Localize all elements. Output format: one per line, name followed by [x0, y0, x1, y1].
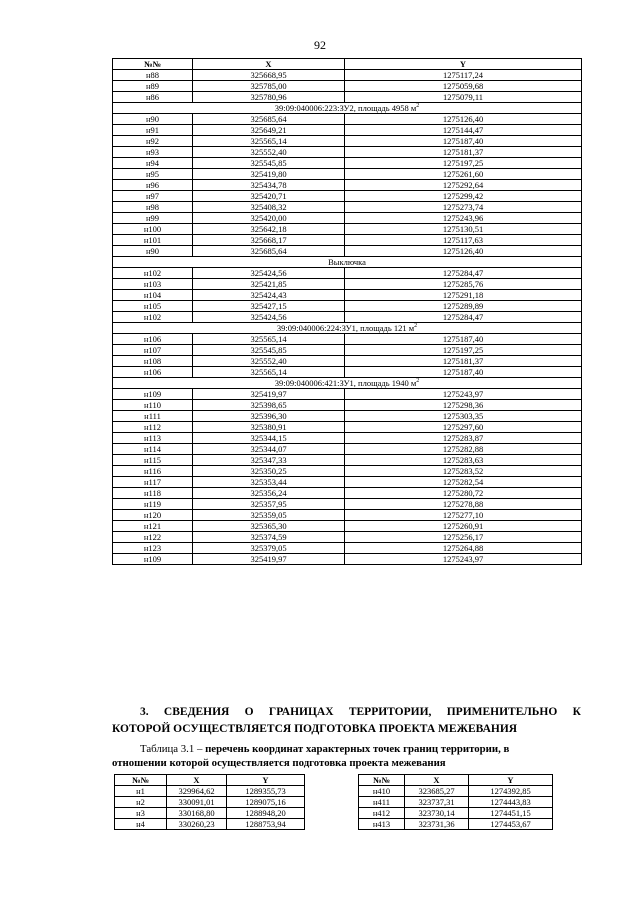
- table-row: [113, 125, 582, 136]
- y-cell: 1275261,60: [345, 169, 582, 180]
- x-cell: 325357,95: [193, 499, 345, 510]
- table-row: [113, 279, 582, 290]
- x-cell: 325421,85: [193, 279, 345, 290]
- point-id-cell: н112: [113, 422, 193, 433]
- x-cell: 330260,23: [167, 819, 227, 830]
- y-cell: 1275283,63: [345, 455, 582, 466]
- header-x: X: [405, 775, 469, 786]
- table-row: [113, 235, 582, 246]
- point-id-cell: н114: [113, 444, 193, 455]
- point-id-cell: н115: [113, 455, 193, 466]
- table-row: [113, 213, 582, 224]
- x-cell: 325545,85: [193, 158, 345, 169]
- y-cell: 1275282,88: [345, 444, 582, 455]
- x-cell: 325565,14: [193, 334, 345, 345]
- point-id-cell: н104: [113, 290, 193, 301]
- table-row: [113, 367, 582, 378]
- y-cell: 1275079,11: [345, 92, 582, 103]
- x-cell: 325642,18: [193, 224, 345, 235]
- heading-word: ПРИМЕНИТЕЛЬНО: [446, 706, 558, 718]
- table-row: [113, 345, 582, 356]
- table-row: [113, 268, 582, 279]
- table-row: [115, 808, 305, 819]
- page-number: 92: [314, 38, 326, 52]
- y-cell: 1274453,67: [469, 819, 553, 830]
- section-label: 39:09:040006:223:ЗУ2, площадь 4958 $м^2$: [113, 103, 582, 114]
- point-id-cell: н3: [115, 808, 167, 819]
- table-row: [113, 466, 582, 477]
- x-cell: 325344,07: [193, 444, 345, 455]
- y-cell: 1274443,83: [469, 797, 553, 808]
- table-row: [113, 147, 582, 158]
- table-row: [113, 70, 582, 81]
- table-row: [113, 389, 582, 400]
- x-cell: 325685,64: [193, 246, 345, 257]
- x-cell: 325668,17: [193, 235, 345, 246]
- section-label: 39:09:040006:421:ЗУ1, площадь 1940 $м^2$: [113, 378, 582, 389]
- y-cell: 1275280,72: [345, 488, 582, 499]
- x-cell: 325552,40: [193, 356, 345, 367]
- y-cell: 1275291,18: [345, 290, 582, 301]
- table-row: [113, 356, 582, 367]
- x-cell: 325565,14: [193, 136, 345, 147]
- section-label: 39:09:040006:224:ЗУ1, площадь 121 $м^2$: [113, 323, 582, 334]
- x-cell: 325424,56: [193, 268, 345, 279]
- table-row: [113, 455, 582, 466]
- header-number: №№: [113, 59, 193, 70]
- table-row: [113, 246, 582, 257]
- y-cell: 1275243,96: [345, 213, 582, 224]
- table-row: [359, 819, 553, 830]
- section-heading-line2: КОТОРОЙ ОСУЩЕСТВЛЯЕТСЯ ПОДГОТОВКА ПРОЕКТА МЕЖЕВАНИЯ: [112, 723, 518, 735]
- x-cell: 330091,01: [167, 797, 227, 808]
- table-row: [113, 158, 582, 169]
- y-cell: 1275117,24: [345, 70, 582, 81]
- x-cell: 325434,78: [193, 180, 345, 191]
- table-row: [113, 499, 582, 510]
- y-cell: 1275278,88: [345, 499, 582, 510]
- x-cell: 325359,05: [193, 510, 345, 521]
- table-row: [113, 411, 582, 422]
- point-id-cell: н102: [113, 268, 193, 279]
- y-cell: 1275273,74: [345, 202, 582, 213]
- point-id-cell: н101: [113, 235, 193, 246]
- table-row: [113, 433, 582, 444]
- x-cell: 330168,80: [167, 808, 227, 819]
- table-row: [115, 797, 305, 808]
- x-cell: 323730,14: [405, 808, 469, 819]
- coordinates-table: [112, 58, 582, 565]
- point-id-cell: н103: [113, 279, 193, 290]
- y-cell: 1275283,52: [345, 466, 582, 477]
- y-cell: 1275181,37: [345, 356, 582, 367]
- heading-word: СВЕДЕНИЯ: [163, 706, 230, 718]
- point-id-cell: н98: [113, 202, 193, 213]
- y-cell: 1275256,17: [345, 532, 582, 543]
- point-id-cell: н111: [113, 411, 193, 422]
- table-row: [113, 444, 582, 455]
- y-cell: 1275260,91: [345, 521, 582, 532]
- x-cell: 325685,64: [193, 114, 345, 125]
- point-id-cell: н120: [113, 510, 193, 521]
- header-y: Y: [345, 59, 582, 70]
- table-row: [113, 521, 582, 532]
- point-id-cell: н96: [113, 180, 193, 191]
- point-id-cell: н110: [113, 400, 193, 411]
- y-cell: 1275197,25: [345, 158, 582, 169]
- point-id-cell: н123: [113, 543, 193, 554]
- section-heading: [112, 704, 581, 738]
- point-id-cell: н113: [113, 433, 193, 444]
- table-row: [113, 290, 582, 301]
- table-row: [113, 312, 582, 323]
- point-id-cell: н95: [113, 169, 193, 180]
- section-row: [113, 103, 582, 114]
- y-cell: 1288753,94: [227, 819, 305, 830]
- point-id-cell: н92: [113, 136, 193, 147]
- y-cell: 1275284,47: [345, 312, 582, 323]
- table-header-row: [113, 59, 582, 70]
- point-id-cell: н94: [113, 158, 193, 169]
- table-row: [113, 191, 582, 202]
- point-id-cell: н411: [359, 797, 405, 808]
- x-cell: 325419,97: [193, 554, 345, 565]
- x-cell: 325380,91: [193, 422, 345, 433]
- table-row: [113, 554, 582, 565]
- point-id-cell: н107: [113, 345, 193, 356]
- table-row: [359, 786, 553, 797]
- y-cell: 1275297,60: [345, 422, 582, 433]
- y-cell: 1274451,15: [469, 808, 553, 819]
- x-cell: 329964,62: [167, 786, 227, 797]
- point-id-cell: н93: [113, 147, 193, 158]
- point-id-cell: н100: [113, 224, 193, 235]
- table-row: [113, 510, 582, 521]
- x-cell: 325552,40: [193, 147, 345, 158]
- x-cell: 325356,24: [193, 488, 345, 499]
- heading-word: К: [572, 706, 581, 718]
- table-row: [359, 808, 553, 819]
- table-row: [113, 400, 582, 411]
- x-cell: 325424,56: [193, 312, 345, 323]
- x-cell: 325344,15: [193, 433, 345, 444]
- heading-word: 3.: [140, 706, 149, 718]
- table-header-row: [115, 775, 305, 786]
- x-cell: 323685,27: [405, 786, 469, 797]
- table-row: [113, 488, 582, 499]
- y-cell: 1275289,89: [345, 301, 582, 312]
- point-id-cell: н91: [113, 125, 193, 136]
- header-x: X: [193, 59, 345, 70]
- y-cell: 1275303,35: [345, 411, 582, 422]
- table-row: [115, 819, 305, 830]
- point-id-cell: н117: [113, 477, 193, 488]
- table-row: [113, 477, 582, 488]
- x-cell: 325365,30: [193, 521, 345, 532]
- x-cell: 325419,80: [193, 169, 345, 180]
- table-row: [115, 786, 305, 797]
- y-cell: 1274392,85: [469, 786, 553, 797]
- y-cell: 1275197,25: [345, 345, 582, 356]
- heading-word: ТЕРРИТОРИИ,: [348, 706, 432, 718]
- point-id-cell: н108: [113, 356, 193, 367]
- header-number: №№: [359, 775, 405, 786]
- section-row: [113, 378, 582, 389]
- header-x: X: [167, 775, 227, 786]
- y-cell: 1275292,64: [345, 180, 582, 191]
- table-row: [113, 301, 582, 312]
- table-row: [113, 202, 582, 213]
- point-id-cell: н86: [113, 92, 193, 103]
- header-y: Y: [469, 775, 553, 786]
- point-id-cell: н106: [113, 367, 193, 378]
- point-id-cell: н2: [115, 797, 167, 808]
- y-cell: 1275298,36: [345, 400, 582, 411]
- x-cell: 325398,65: [193, 400, 345, 411]
- table-row: [113, 543, 582, 554]
- y-cell: 1275117,63: [345, 235, 582, 246]
- table-row: [113, 92, 582, 103]
- table-row: [359, 797, 553, 808]
- y-cell: 1275283,87: [345, 433, 582, 444]
- section-row: [113, 323, 582, 334]
- x-cell: 325420,71: [193, 191, 345, 202]
- x-cell: 325785,00: [193, 81, 345, 92]
- caption-bold-line1: перечень координат характерных точек границ территории, в: [205, 743, 510, 755]
- x-cell: 325396,30: [193, 411, 345, 422]
- y-cell: 1289075,16: [227, 797, 305, 808]
- section-label: Выключка: [113, 257, 582, 268]
- y-cell: 1275284,47: [345, 268, 582, 279]
- point-id-cell: н109: [113, 389, 193, 400]
- point-id-cell: н413: [359, 819, 405, 830]
- boundary-table-left: [114, 774, 305, 830]
- heading-word: ГРАНИЦАХ: [268, 706, 334, 718]
- y-cell: 1275264,88: [345, 543, 582, 554]
- x-cell: 325424,43: [193, 290, 345, 301]
- x-cell: 325427,15: [193, 301, 345, 312]
- y-cell: 1275059,68: [345, 81, 582, 92]
- y-cell: 1275187,40: [345, 136, 582, 147]
- x-cell: 325780,96: [193, 92, 345, 103]
- y-cell: 1275187,40: [345, 367, 582, 378]
- x-cell: 323737,31: [405, 797, 469, 808]
- point-id-cell: н90: [113, 114, 193, 125]
- x-cell: 325379,05: [193, 543, 345, 554]
- point-id-cell: н122: [113, 532, 193, 543]
- y-cell: 1275130,51: [345, 224, 582, 235]
- x-cell: 325649,21: [193, 125, 345, 136]
- x-cell: 325350,25: [193, 466, 345, 477]
- point-id-cell: н4: [115, 819, 167, 830]
- y-cell: 1275243,97: [345, 389, 582, 400]
- x-cell: 325353,44: [193, 477, 345, 488]
- x-cell: 325347,33: [193, 455, 345, 466]
- point-id-cell: н109: [113, 554, 193, 565]
- x-cell: 325408,32: [193, 202, 345, 213]
- caption-prefix: Таблица 3.1 –: [140, 743, 206, 755]
- point-id-cell: н118: [113, 488, 193, 499]
- x-cell: 323731,36: [405, 819, 469, 830]
- point-id-cell: н1: [115, 786, 167, 797]
- y-cell: 1275282,54: [345, 477, 582, 488]
- point-id-cell: н106: [113, 334, 193, 345]
- table-row: [113, 532, 582, 543]
- table-row: [113, 334, 582, 345]
- y-cell: 1275285,76: [345, 279, 582, 290]
- table-row: [113, 81, 582, 92]
- header-number: №№: [115, 775, 167, 786]
- x-cell: 325374,59: [193, 532, 345, 543]
- table-row: [113, 169, 582, 180]
- table-row: [113, 136, 582, 147]
- y-cell: 1289355,73: [227, 786, 305, 797]
- boundary-table-right: [358, 774, 553, 830]
- table-row: [113, 224, 582, 235]
- point-id-cell: н412: [359, 808, 405, 819]
- table-row: [113, 114, 582, 125]
- y-cell: 1275181,37: [345, 147, 582, 158]
- y-cell: 1275187,40: [345, 334, 582, 345]
- point-id-cell: н88: [113, 70, 193, 81]
- point-id-cell: н105: [113, 301, 193, 312]
- y-cell: 1288948,20: [227, 808, 305, 819]
- table-header-row: [359, 775, 553, 786]
- header-y: Y: [227, 775, 305, 786]
- y-cell: 1275144,47: [345, 125, 582, 136]
- point-id-cell: н410: [359, 786, 405, 797]
- x-cell: 325419,97: [193, 389, 345, 400]
- y-cell: 1275299,42: [345, 191, 582, 202]
- y-cell: 1275243,97: [345, 554, 582, 565]
- x-cell: 325420,00: [193, 213, 345, 224]
- table-caption: [112, 742, 581, 770]
- point-id-cell: н116: [113, 466, 193, 477]
- point-id-cell: н99: [113, 213, 193, 224]
- table-row: [113, 180, 582, 191]
- section-heading-line1: [112, 704, 581, 721]
- point-id-cell: н89: [113, 81, 193, 92]
- y-cell: 1275126,40: [345, 114, 582, 125]
- point-id-cell: н102: [113, 312, 193, 323]
- caption-bold-line2: отношении которой осуществляется подготовка проекта межевания: [112, 757, 446, 769]
- point-id-cell: н97: [113, 191, 193, 202]
- x-cell: 325565,14: [193, 367, 345, 378]
- point-id-cell: н90: [113, 246, 193, 257]
- y-cell: 1275277,10: [345, 510, 582, 521]
- point-id-cell: н121: [113, 521, 193, 532]
- x-cell: 325668,95: [193, 70, 345, 81]
- section-row: [113, 257, 582, 268]
- y-cell: 1275126,40: [345, 246, 582, 257]
- table-row: [113, 422, 582, 433]
- heading-word: О: [244, 706, 254, 718]
- x-cell: 325545,85: [193, 345, 345, 356]
- point-id-cell: н119: [113, 499, 193, 510]
